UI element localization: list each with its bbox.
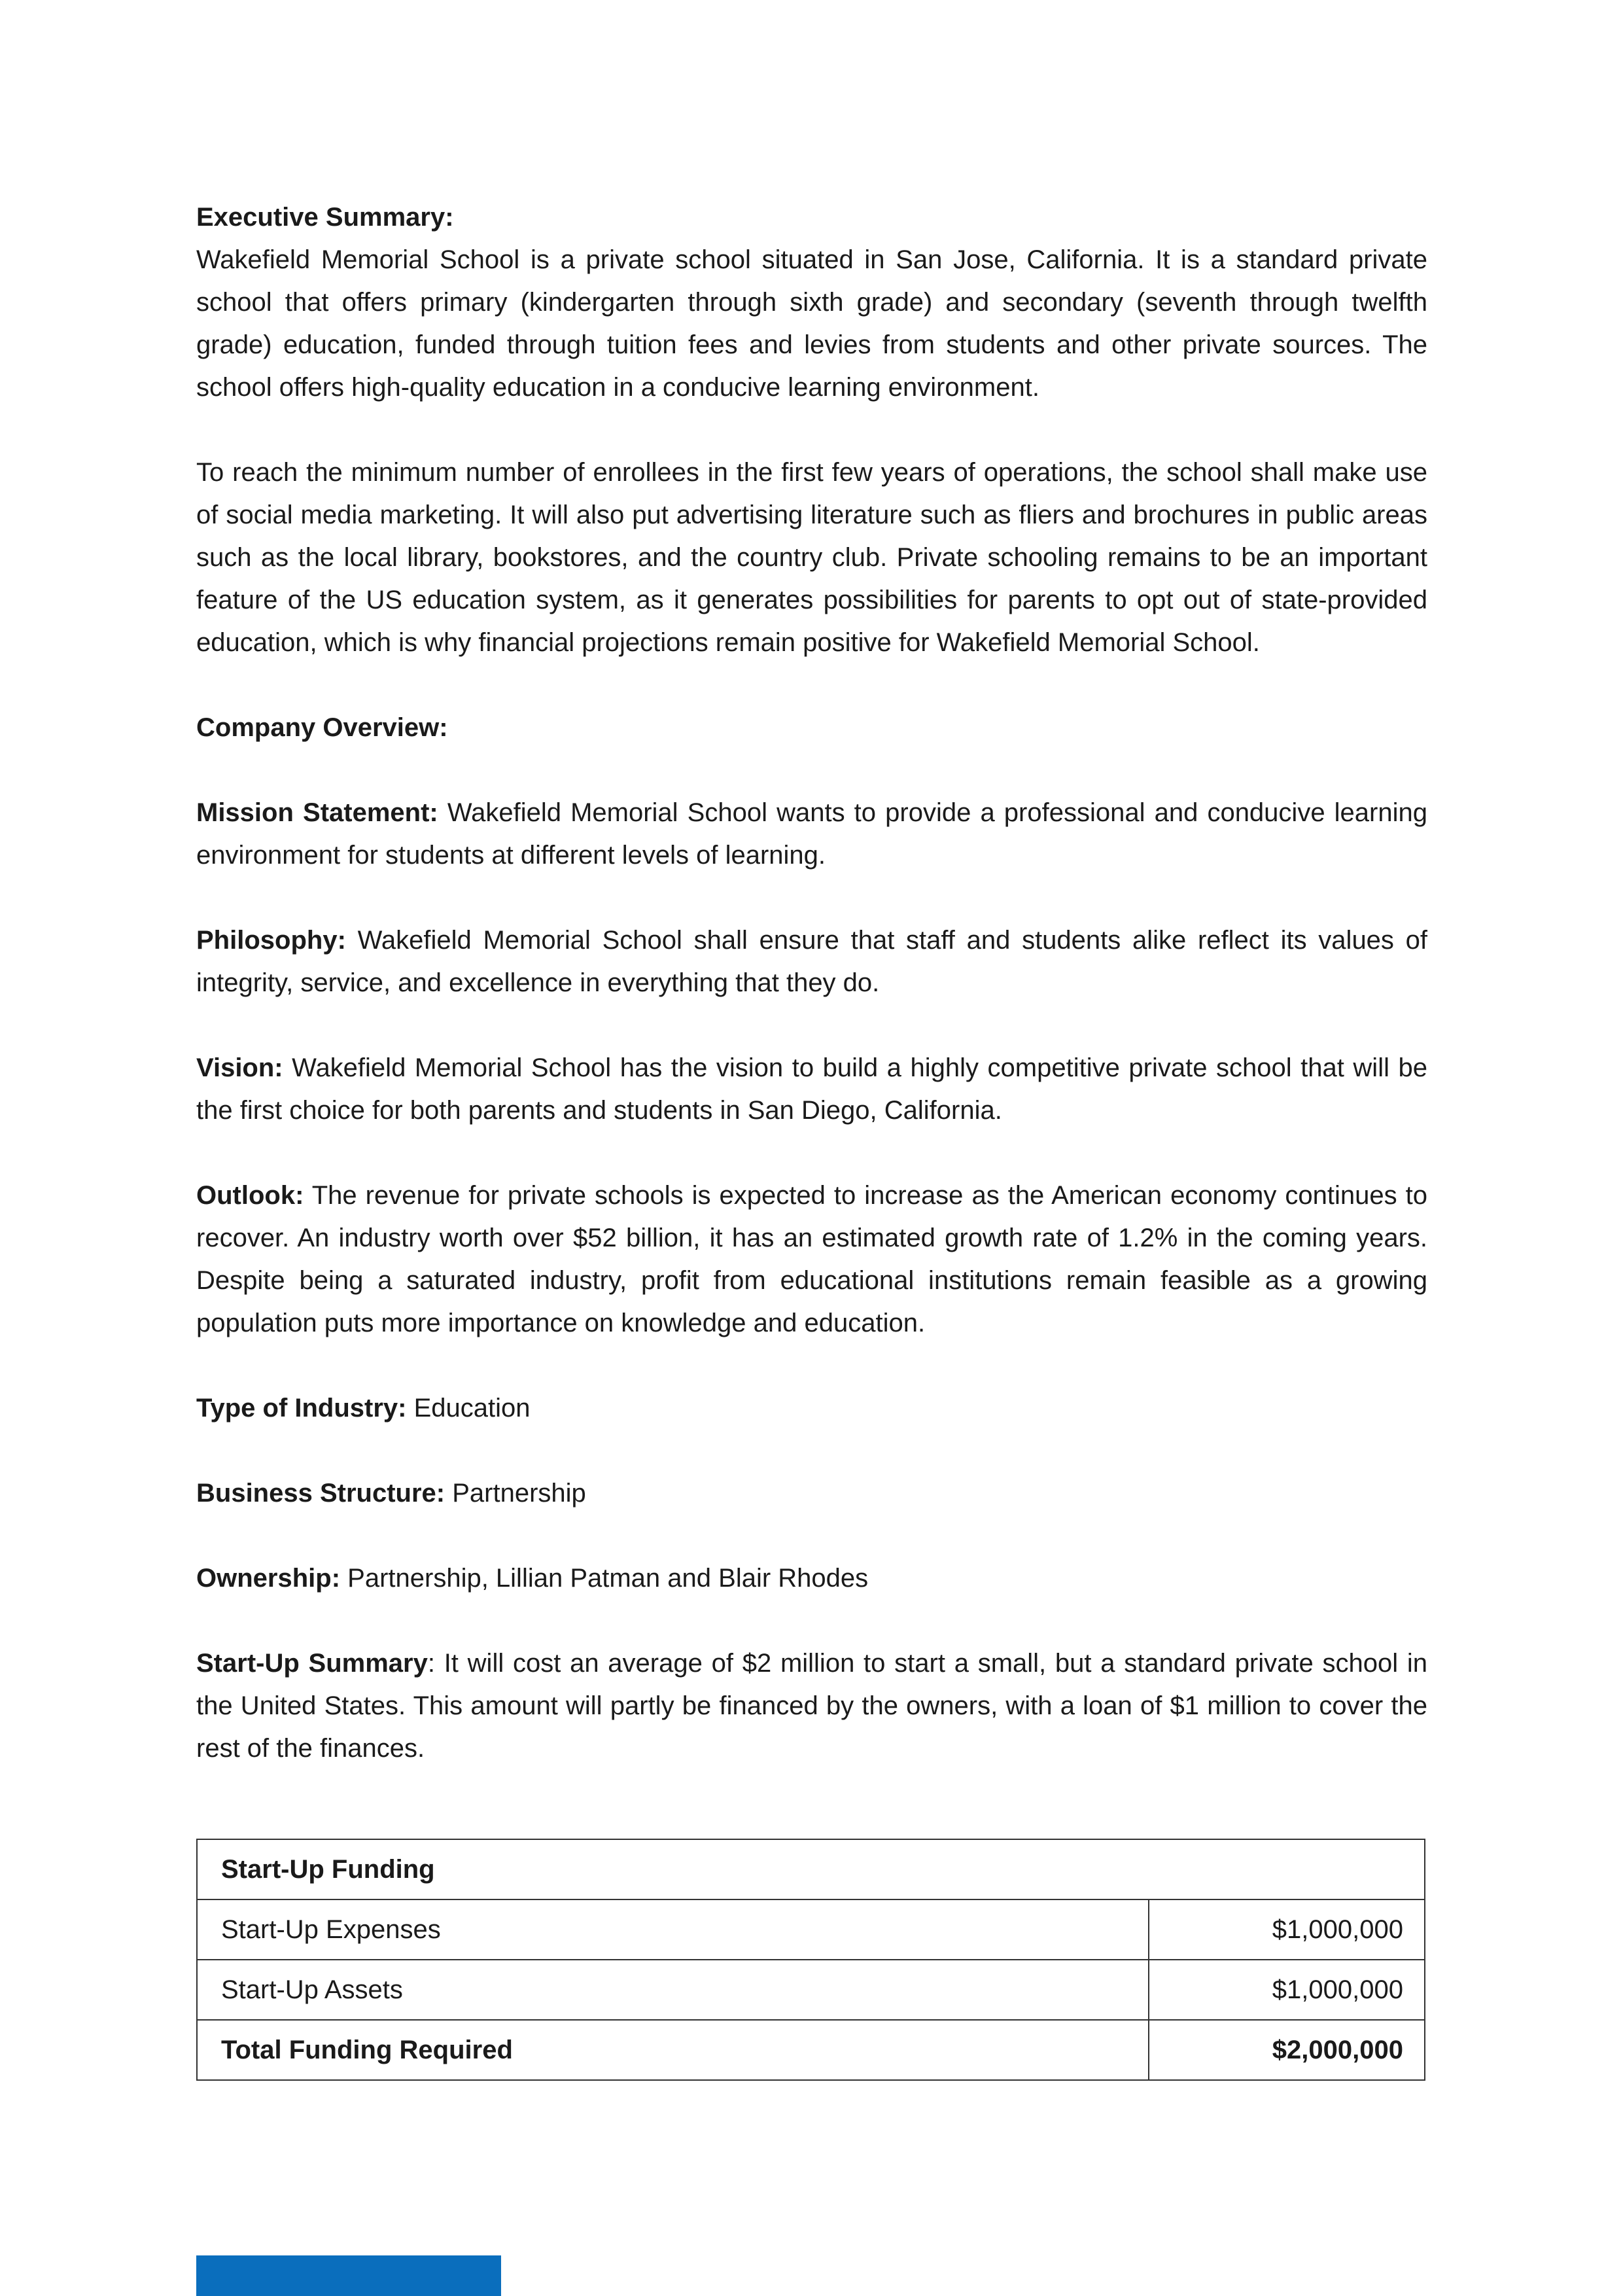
ownership-text: Partnership, Lillian Patman and Blair Rhodes — [340, 1564, 869, 1593]
row-label: Start-Up Expenses — [197, 1899, 1149, 1960]
outlook-label: Outlook: — [196, 1181, 304, 1210]
philosophy — [196, 919, 1427, 1004]
business-structure — [196, 1472, 1427, 1515]
vision-text: Wakefield Memorial School has the vision to build a highly competitive private school that will be the first choice for both parents and students in San Diego, California. — [196, 1053, 1427, 1125]
structure-label: Business Structure: — [196, 1479, 445, 1508]
total-row — [197, 2020, 1425, 2080]
ownership — [196, 1557, 1427, 1600]
row-amount: $1,000,000 — [1149, 1960, 1425, 2020]
structure-text: Partnership — [445, 1479, 586, 1508]
executive-summary-paragraph-2: To reach the minimum number of enrollees in the first few years of operations, the school shall make use of social media marketing. It will also put advertising literature such as fliers and brochures in public areas such as the local library, bookstores, and the country club. Private schooling remains to be an important feature of the US education system, as it generates possibilities for parents to opt out of state-provided education, which is why financial projections remain positive for Wakefield Memorial School. — [196, 458, 1427, 657]
mission-statement — [196, 792, 1427, 877]
company-overview-heading: Company Overview: — [196, 713, 448, 742]
executive-summary-heading: Executive Summary: — [196, 203, 454, 232]
outlook-text: The revenue for private schools is expected to increase as the American economy continues to recover. An industry worth over $52 billion, it has an estimated growth rate of 1.2% in the coming years. Despite being a saturated industry, profit from educational institutions remain feasible as a growing population puts more importance on knowledge and education. — [196, 1181, 1427, 1337]
table-row — [197, 1899, 1425, 1960]
type-of-industry — [196, 1387, 1427, 1430]
total-amount: $2,000,000 — [1149, 2020, 1425, 2080]
table-title-row — [197, 1839, 1425, 1899]
philosophy-text: Wakefield Memorial School shall ensure that staff and students alike reflect its values of integrity, service, and excellence in everything that they do. — [196, 926, 1427, 997]
vision-label: Vision: — [196, 1053, 283, 1082]
start-up-summary — [196, 1642, 1427, 1770]
startup-label: Start-Up Summary — [196, 1649, 428, 1678]
startup-text: : It will cost an average of $2 million to start a small, but a standard private school in the United States. This amount will partly be financed by the owners, with a loan of $1 million to cover the rest of the finances. — [196, 1649, 1427, 1763]
vision — [196, 1047, 1427, 1132]
ownership-label: Ownership: — [196, 1564, 341, 1593]
mission-label: Mission Statement: — [196, 798, 438, 827]
industry-text: Education — [406, 1394, 531, 1422]
footer-accent-bar — [196, 2255, 501, 2296]
table-title: Start-Up Funding — [197, 1839, 1425, 1899]
row-label: Start-Up Assets — [197, 1960, 1149, 2020]
document-body — [196, 196, 1427, 1770]
start-up-funding-table — [196, 1839, 1425, 2081]
industry-label: Type of Industry: — [196, 1394, 407, 1422]
philosophy-label: Philosophy: — [196, 926, 346, 955]
row-amount: $1,000,000 — [1149, 1899, 1425, 1960]
mission-text: Wakefield Memorial School wants to provide a professional and conducive learning environment for students at different levels of learning. — [196, 798, 1427, 870]
total-label: Total Funding Required — [197, 2020, 1149, 2080]
table-row — [197, 1960, 1425, 2020]
executive-summary-paragraph-1: Wakefield Memorial School is a private school situated in San Jose, California. It is a standard private school that offers primary (kindergarten through sixth grade) and secondary (seventh through twelfth grade) education, funded through tuition fees and levies from students and other private sources. The school offers high-quality education in a conducive learning environment. — [196, 245, 1427, 402]
outlook — [196, 1174, 1427, 1345]
